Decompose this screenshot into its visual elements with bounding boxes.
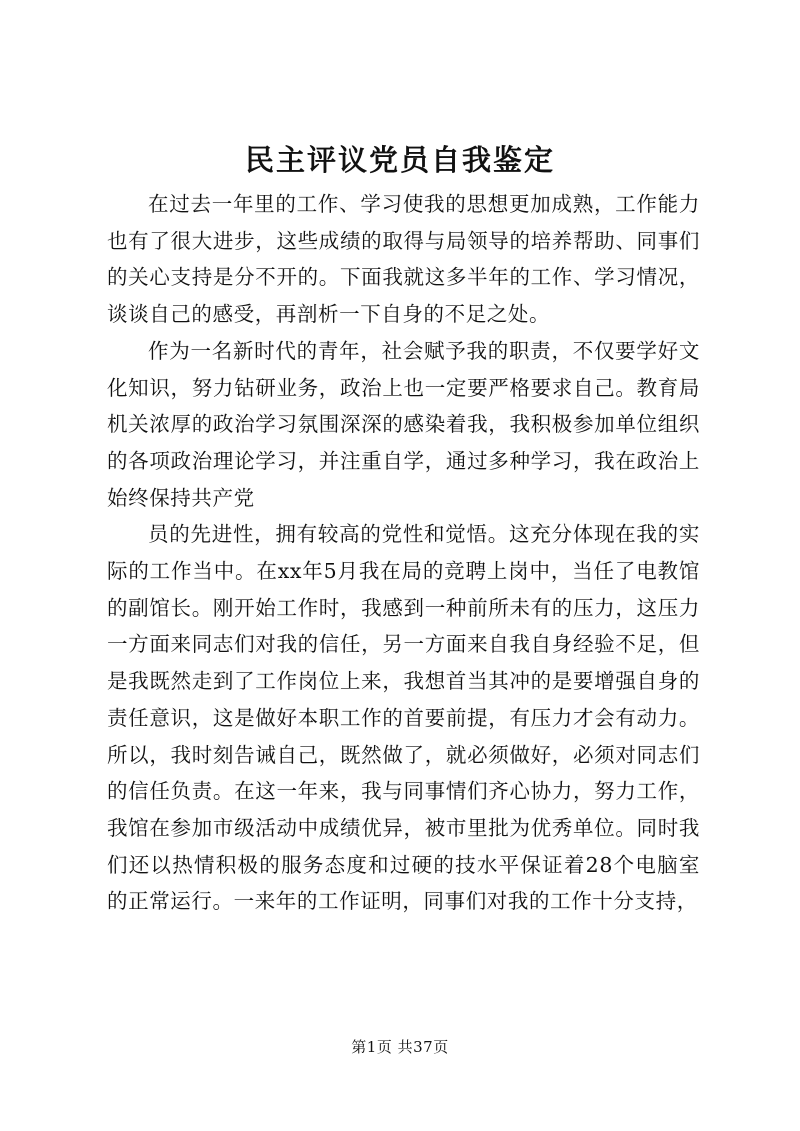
page-number-footer: 第1页 共37页 xyxy=(351,1038,449,1056)
document-title: 民主评议党员自我鉴定 xyxy=(244,143,555,177)
paragraph-3: 员的先进性，拥有较高的党性和觉悟。这充分体现在我的实际的工作当中。在xx年5月我在局的竞聘上岗中，当任了电教馆的副馆长。刚开始工作时，我感到一种前所未有的压力，这压力一方面来同志们对我的信任，另一方面来自我自身经验不足，但是我既然走到了工作岗位上来，我想首当其冲的是要增强自身的责任意识，这是做好本职工作的首要前提，有压力才会有动力。所以，我时刻告诫自己，既然做了，就必须做好，必须对同志们的信任负责。在这一年来，我与同事情们齐心协力，努力工作，我馆在参加市级活动中成绩优异，被市里批为优秀单位。同时我们还以热情积极的服务态度和过硬的技水平保证着28个电脑室的正常运行。一来年的工作证明，同事们对我的工作十分支持， xyxy=(107,522,700,914)
paragraph-2: 作为一名新时代的青年，社会赋予我的职责，不仅要学好文化知识，努力钻研业务，政治上也一定要严格要求自己。教育局机关浓厚的政治学习氛围深深的感染着我，我积极参加单位组织的各项政治理论学习，并注重自学，通过多种学习，我在政治上始终保持共产党 xyxy=(107,338,700,510)
document-body xyxy=(107,186,700,920)
paragraph-1: 在过去一年里的工作、学习使我的思想更加成熟，工作能力也有了很大进步，这些成绩的取得与局领导的培养帮助、同事们的关心支持是分不开的。下面我就这多半年的工作、学习情况，谈谈自己的感受，再剖析一下自身的不足之处。 xyxy=(107,192,700,327)
